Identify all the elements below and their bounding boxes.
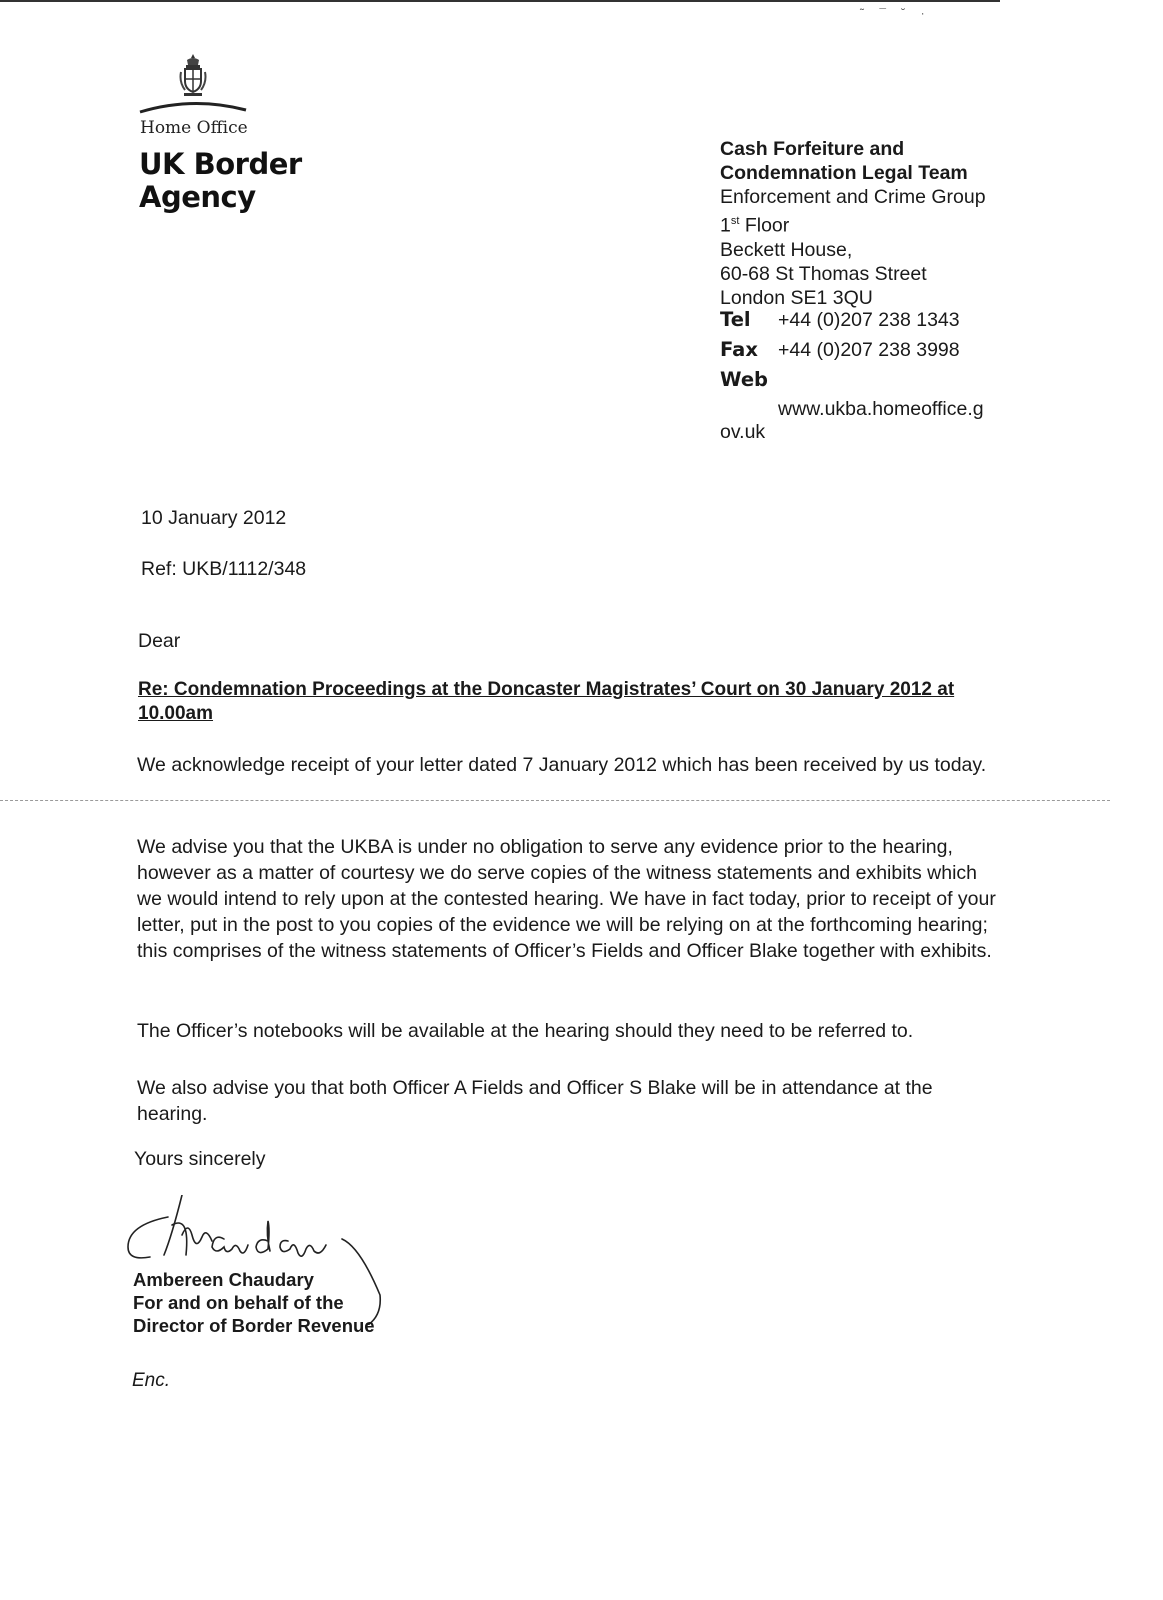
team-name-line2: Condemnation Legal Team	[720, 162, 968, 184]
floor-line: 1st Floor	[720, 214, 790, 237]
logo-swoosh	[138, 100, 248, 114]
web-url-part1: www.ukba.homeoffice.g	[778, 398, 984, 420]
paragraph-3: The Officer’s notebooks will be available at the hearing should they need to be referred to.	[137, 1020, 914, 1042]
home-office-label: Home Office	[140, 118, 248, 138]
agency-name: UK Border Agency	[139, 147, 302, 214]
enclosure-note: Enc.	[132, 1370, 171, 1391]
building-name: Beckett House,	[720, 238, 853, 261]
salutation: Dear	[138, 630, 181, 652]
tel-value: +44 (0)207 238 1343	[778, 309, 960, 331]
sender-address	[720, 137, 1020, 310]
group-name: Enforcement and Crime Group	[720, 186, 986, 208]
fold-line	[0, 800, 1110, 801]
paragraph-2: We advise you that the UKBA is under no obligation to serve any evidence prior to the hearing, however as a matter of courtesy we do serve copies of the witness statements and exhibits which we would intend to rely upon at the contested hearing. We have in fact today, prior to receipt of your letter, put in the post to you copies of the evidence we will be relying on at the forthcoming hearing; this comprises of the witness statements of Officer’s Fields and Officer Blake together with exhibits.	[137, 836, 996, 962]
reference: Ref: UKB/1112/348	[141, 558, 307, 580]
fax-value: +44 (0)207 238 3998	[778, 339, 960, 361]
street-address: 60-68 St Thomas Street	[720, 262, 927, 285]
letter-date: 10 January 2012	[141, 507, 287, 529]
tel-row	[720, 308, 960, 332]
web-url-part2: ov.uk	[720, 421, 766, 443]
scan-edge-line	[0, 0, 1000, 2]
team-name-line1: Cash Forfeiture and	[720, 138, 905, 160]
signature-block	[133, 1268, 375, 1337]
signatory-role-line2: Director of Border Revenue	[133, 1315, 375, 1336]
web-row	[720, 368, 778, 392]
signatory-role-line1: For and on behalf of the	[133, 1292, 344, 1313]
royal-crest-icon	[178, 52, 208, 98]
signatory-name: Ambereen Chaudary	[133, 1269, 314, 1290]
web-label: Web	[720, 368, 768, 391]
paragraph-4: We also advise you that both Officer A Fields and Officer S Blake will be in attendance at the hearing.	[137, 1077, 933, 1125]
subject-line: Re: Condemnation Proceedings at the Doncaster Magistrates’ Court on 30 January 2012 at 10.00am	[138, 679, 955, 724]
fax-label: Fax	[720, 338, 758, 361]
scan-specks: ˜ ¯ ˘ ·	[860, 6, 931, 20]
tel-label: Tel	[720, 308, 751, 331]
city-postcode: London SE1 3QU	[720, 286, 873, 309]
paragraph-1: We acknowledge receipt of your letter dated 7 January 2012 which has been received by us today.	[137, 754, 987, 776]
closing: Yours sincerely	[134, 1148, 266, 1170]
fax-row	[720, 338, 960, 362]
